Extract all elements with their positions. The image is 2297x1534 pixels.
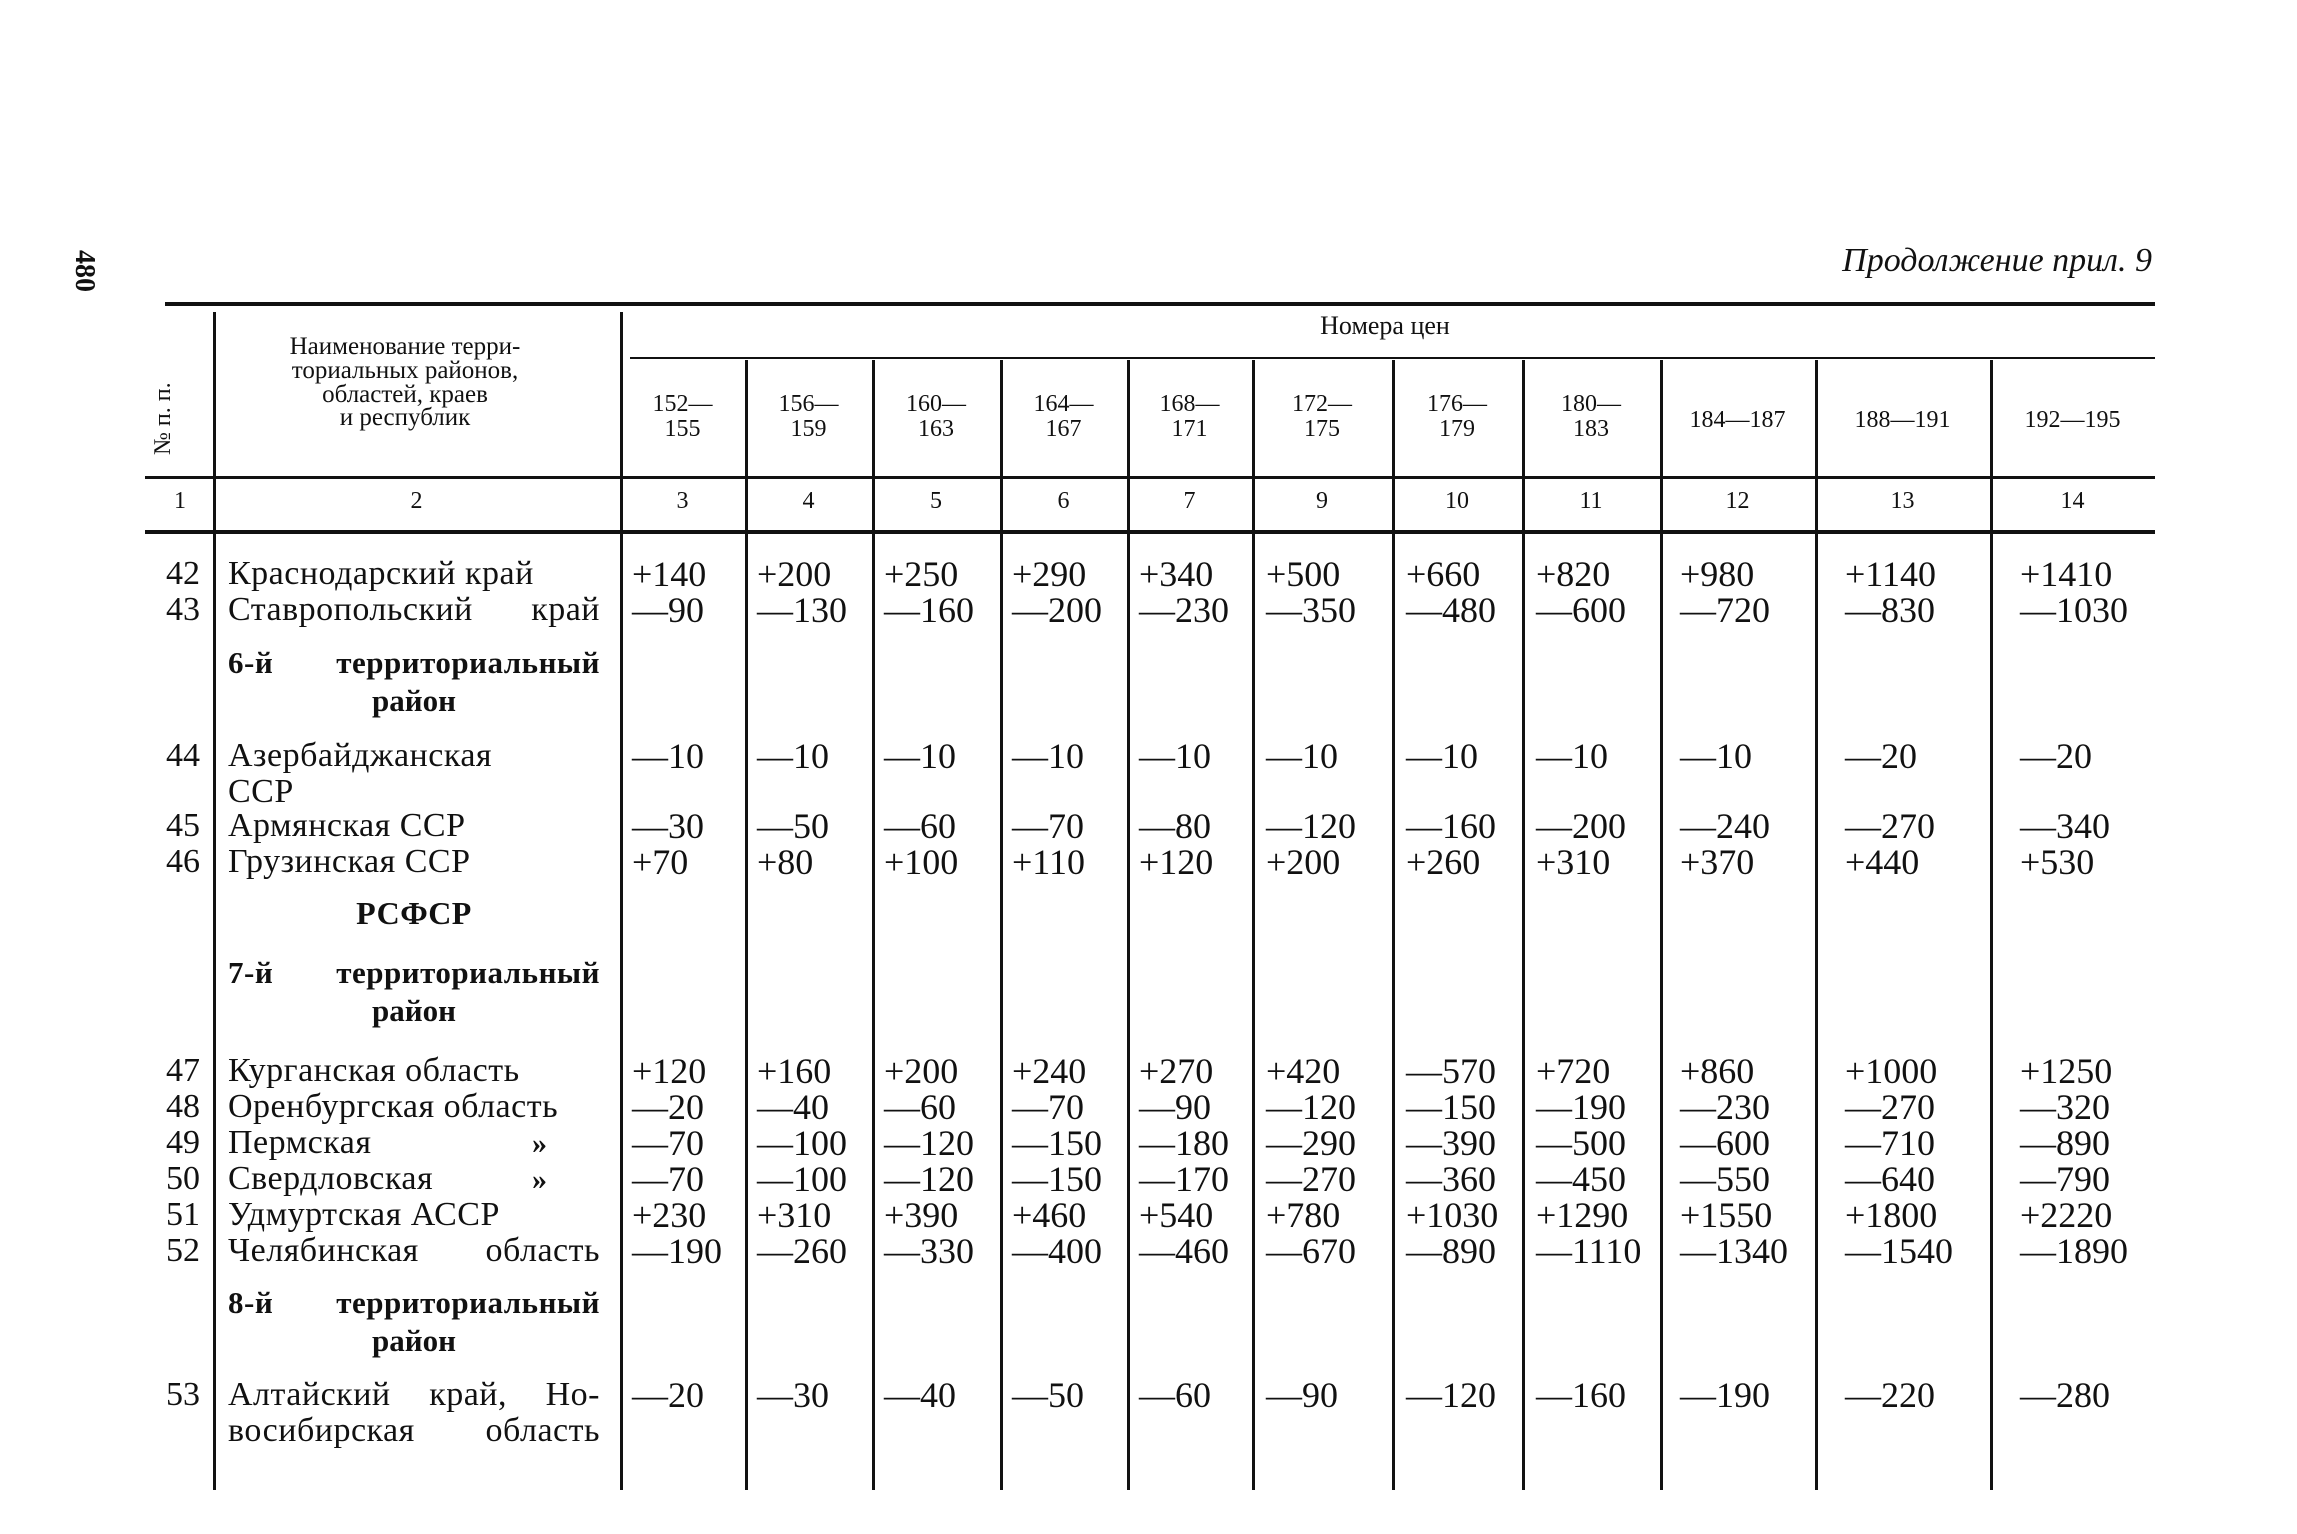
section-title: 7-й территориальный <box>228 955 600 990</box>
row-number: 48 <box>166 1088 200 1125</box>
price-value: —150 <box>1012 1159 1102 1199</box>
price-value: +240 <box>1012 1051 1087 1091</box>
price-value: —90 <box>1266 1375 1338 1415</box>
price-value: —280 <box>2020 1375 2110 1415</box>
price-value: +460 <box>1012 1195 1087 1235</box>
row-number: 46 <box>166 843 200 880</box>
column-number: 4 <box>802 488 815 514</box>
price-value: —40 <box>884 1375 956 1415</box>
price-range-header <box>1990 408 2155 433</box>
section-subtitle: район <box>372 1323 456 1358</box>
region-name: Армянская ССР <box>228 807 466 844</box>
price-range-line: 164— <box>1033 391 1094 417</box>
column-divider <box>1990 360 1993 1490</box>
price-range-line: 156— <box>778 391 839 417</box>
price-value: —10 <box>1680 736 1752 776</box>
price-value: —450 <box>1536 1159 1626 1199</box>
price-value: +540 <box>1139 1195 1214 1235</box>
price-value: +200 <box>884 1051 959 1091</box>
price-value: —270 <box>1845 806 1935 846</box>
price-value: —60 <box>884 1087 956 1127</box>
region-name: Оренбургская область <box>228 1088 559 1125</box>
price-value: +80 <box>757 842 814 882</box>
price-value: —30 <box>757 1375 829 1415</box>
price-range-header <box>872 392 1000 442</box>
price-range-line: 175 <box>1304 416 1340 443</box>
header-number-label: № п. п. <box>150 382 176 455</box>
price-range-header <box>1127 392 1252 442</box>
price-value: —390 <box>1406 1123 1496 1163</box>
price-value: —20 <box>632 1087 704 1127</box>
price-value: +440 <box>1845 842 1920 882</box>
column-divider <box>872 360 875 1490</box>
price-value: +1800 <box>1845 1195 1938 1235</box>
price-value: —720 <box>1680 590 1770 630</box>
row-number: 50 <box>166 1160 200 1197</box>
price-range-line: 184—187 <box>1689 407 1786 433</box>
price-value: +660 <box>1406 554 1481 594</box>
price-value: +100 <box>884 842 959 882</box>
price-range-header <box>1660 408 1815 433</box>
section-subtitle: район <box>372 993 456 1028</box>
column-number: 9 <box>1316 488 1328 514</box>
price-value: +500 <box>1266 554 1341 594</box>
column-number: 7 <box>1183 488 1196 514</box>
region-name: Алтайский край, Но- <box>228 1376 600 1413</box>
price-value: —360 <box>1406 1159 1496 1199</box>
price-value: —120 <box>1266 1087 1356 1127</box>
header-prices-label: Номера цен <box>1320 311 1450 340</box>
price-value: —670 <box>1266 1231 1356 1271</box>
price-value: —260 <box>757 1231 847 1271</box>
row-number: 47 <box>166 1052 200 1089</box>
price-value: —50 <box>757 806 829 846</box>
price-value: —10 <box>1139 736 1211 776</box>
column-number: 11 <box>1579 488 1603 514</box>
price-range-line: 172— <box>1292 391 1352 417</box>
price-value: —270 <box>1266 1159 1356 1199</box>
price-value: —170 <box>1139 1159 1229 1199</box>
price-value: +200 <box>757 554 832 594</box>
price-value: —230 <box>1680 1087 1770 1127</box>
price-value: —1030 <box>2020 590 2128 630</box>
price-range-line: 152— <box>652 391 713 417</box>
column-number: 3 <box>676 488 689 514</box>
region-name: Краснодарский край <box>228 555 534 592</box>
column-divider <box>1127 360 1130 1490</box>
price-value: —10 <box>1266 736 1338 776</box>
price-value: —20 <box>2020 736 2092 776</box>
price-value: +1030 <box>1406 1195 1499 1235</box>
price-value: +370 <box>1680 842 1755 882</box>
price-range-header <box>1815 408 1990 433</box>
price-value: —120 <box>884 1123 974 1163</box>
column-number: 5 <box>930 488 942 514</box>
price-value: —10 <box>757 736 829 776</box>
price-value: —150 <box>1012 1123 1102 1163</box>
price-value: —130 <box>757 590 847 630</box>
price-value: —350 <box>1266 590 1356 630</box>
region-name-continued: восибирская область <box>228 1412 600 1449</box>
price-value: —10 <box>1536 736 1608 776</box>
price-value: +1140 <box>1845 554 1936 594</box>
ditto-mark: » <box>532 1163 547 1196</box>
column-number: 6 <box>1057 488 1070 514</box>
section-heading: РСФСР <box>356 895 472 931</box>
price-value: —10 <box>632 736 704 776</box>
price-value: —290 <box>1266 1123 1356 1163</box>
table-top-rule <box>165 302 2155 306</box>
price-value: —340 <box>2020 806 2110 846</box>
price-value: —70 <box>1012 806 1084 846</box>
price-value: +780 <box>1266 1195 1341 1235</box>
price-value: —1890 <box>2020 1231 2128 1271</box>
price-value: —120 <box>884 1159 974 1199</box>
header-name-label: Наименование терри- ториальных районов, областей, краев и республик <box>289 333 521 432</box>
region-name: Удмуртская АССР <box>228 1196 500 1233</box>
price-range-header <box>620 392 745 442</box>
price-range-header <box>1252 392 1392 442</box>
price-value: —70 <box>632 1123 704 1163</box>
price-range-header <box>745 392 872 442</box>
column-number: 10 <box>1445 488 1469 514</box>
price-value: —890 <box>2020 1123 2110 1163</box>
column-number: 1 <box>174 488 186 514</box>
row-number: 53 <box>166 1376 200 1413</box>
price-value: —10 <box>1012 736 1084 776</box>
price-range-header <box>1392 392 1522 442</box>
price-value: —190 <box>1536 1087 1626 1127</box>
price-value: +1250 <box>2020 1051 2113 1091</box>
price-value: —270 <box>1845 1087 1935 1127</box>
price-value: —200 <box>1012 590 1102 630</box>
price-value: +160 <box>757 1051 832 1091</box>
price-value: —1340 <box>1680 1231 1788 1271</box>
price-value: —160 <box>884 590 974 630</box>
section-subtitle: район <box>372 683 456 718</box>
price-value: —890 <box>1406 1231 1496 1271</box>
column-divider <box>1660 360 1663 1490</box>
row-number: 51 <box>166 1196 200 1233</box>
column-number: 2 <box>410 488 423 514</box>
price-range-line: 168— <box>1159 391 1220 417</box>
price-value: —830 <box>1845 590 1935 630</box>
price-value: —790 <box>2020 1159 2110 1199</box>
price-value: —190 <box>632 1231 722 1271</box>
price-value: —400 <box>1012 1231 1102 1271</box>
price-value: —1110 <box>1536 1231 1642 1271</box>
price-value: —40 <box>757 1087 829 1127</box>
column-divider <box>1252 360 1255 1490</box>
column-number: 12 <box>1725 488 1750 514</box>
row-number: 49 <box>166 1124 200 1161</box>
price-range-line: 183 <box>1573 416 1609 443</box>
price-value: +1000 <box>1845 1051 1938 1091</box>
column-divider <box>1392 360 1395 1490</box>
price-value: +720 <box>1536 1051 1611 1091</box>
price-value: +70 <box>632 842 689 882</box>
row-number: 44 <box>166 737 200 774</box>
price-value: —100 <box>757 1123 847 1163</box>
price-value: +120 <box>632 1051 707 1091</box>
price-value: —570 <box>1406 1051 1496 1091</box>
page-number: 480 <box>69 250 100 292</box>
price-value: —160 <box>1406 806 1496 846</box>
price-value: —320 <box>2020 1087 2110 1127</box>
price-value: —80 <box>1139 806 1211 846</box>
colnum-bottom-rule <box>145 530 2155 534</box>
price-value: +270 <box>1139 1051 1214 1091</box>
region-name: Ставропольский край <box>228 591 600 628</box>
price-range-header <box>1000 392 1127 442</box>
price-range-line: 160— <box>906 391 966 417</box>
row-number: 52 <box>166 1232 200 1269</box>
price-value: +1550 <box>1680 1195 1773 1235</box>
column-divider <box>1000 360 1003 1490</box>
prices-header-rule <box>630 357 2155 359</box>
price-value: —20 <box>1845 736 1917 776</box>
column-divider <box>745 360 748 1490</box>
column-divider <box>1815 360 1818 1490</box>
price-value: —330 <box>884 1231 974 1271</box>
price-value: +310 <box>1536 842 1611 882</box>
price-value: —60 <box>884 806 956 846</box>
price-value: —90 <box>632 590 704 630</box>
region-name: Курганская область <box>228 1052 520 1089</box>
price-value: —120 <box>1406 1375 1496 1415</box>
continuation-title: Продолжение прил. 9 <box>1842 242 2152 279</box>
price-range-line: 192—195 <box>2024 407 2121 433</box>
column-divider <box>1522 360 1525 1490</box>
price-value: +390 <box>884 1195 959 1235</box>
region-name: Грузинская ССР <box>228 843 471 880</box>
price-value: +820 <box>1536 554 1611 594</box>
header-bottom-rule <box>145 476 2155 479</box>
price-value: —220 <box>1845 1375 1935 1415</box>
section-title: 6-й территориальный <box>228 645 600 680</box>
price-value: —120 <box>1266 806 1356 846</box>
price-value: —190 <box>1680 1375 1770 1415</box>
price-value: —640 <box>1845 1159 1935 1199</box>
price-value: —500 <box>1536 1123 1626 1163</box>
price-value: +1290 <box>1536 1195 1629 1235</box>
price-value: —460 <box>1139 1231 1229 1271</box>
price-value: +110 <box>1012 842 1085 882</box>
price-value: —600 <box>1680 1123 1770 1163</box>
price-value: —60 <box>1139 1375 1211 1415</box>
price-value: +290 <box>1012 554 1087 594</box>
price-value: —70 <box>1012 1087 1084 1127</box>
price-range-line: 167 <box>1045 416 1082 443</box>
price-range-line: 179 <box>1439 416 1475 443</box>
price-value: —10 <box>1406 736 1478 776</box>
price-value: —160 <box>1536 1375 1626 1415</box>
row-number: 42 <box>166 555 200 592</box>
price-value: —200 <box>1536 806 1626 846</box>
price-value: —30 <box>632 806 704 846</box>
price-value: —10 <box>884 736 956 776</box>
price-value: —600 <box>1536 590 1626 630</box>
price-value: +250 <box>884 554 959 594</box>
price-value: +1410 <box>2020 554 2113 594</box>
region-name: Челябинская область <box>228 1232 600 1269</box>
price-value: +120 <box>1139 842 1214 882</box>
price-value: —1540 <box>1845 1231 1953 1271</box>
ditto-mark: » <box>532 1127 547 1160</box>
region-name: Свердловская <box>228 1160 434 1197</box>
price-value: +340 <box>1139 554 1214 594</box>
price-range-line: 159 <box>790 416 827 443</box>
price-value: —20 <box>632 1375 704 1415</box>
price-value: +420 <box>1266 1051 1341 1091</box>
price-range-line: 188—191 <box>1854 407 1951 433</box>
price-value: +200 <box>1266 842 1341 882</box>
column-number: 13 <box>1890 488 1915 514</box>
price-value: +310 <box>757 1195 832 1235</box>
region-name: Азербайджанская <box>228 737 493 774</box>
row-number: 43 <box>166 591 200 628</box>
price-value: +2220 <box>2020 1195 2113 1235</box>
price-range-line: 163 <box>918 416 954 443</box>
price-value: —150 <box>1406 1087 1496 1127</box>
column-number: 14 <box>2060 488 2085 514</box>
price-value: —180 <box>1139 1123 1229 1163</box>
row-number: 45 <box>166 807 200 844</box>
price-value: +980 <box>1680 554 1755 594</box>
price-value: —230 <box>1139 590 1229 630</box>
price-range-line: 155 <box>664 416 701 443</box>
price-value: +530 <box>2020 842 2095 882</box>
price-value: —480 <box>1406 590 1496 630</box>
region-name: Пермская <box>228 1124 372 1161</box>
region-name-continued: ССР <box>228 773 294 810</box>
price-value: —50 <box>1012 1375 1084 1415</box>
price-value: +860 <box>1680 1051 1755 1091</box>
price-value: +140 <box>632 554 707 594</box>
price-range-line: 180— <box>1561 391 1621 417</box>
price-range-line: 176— <box>1427 391 1487 417</box>
price-value: —240 <box>1680 806 1770 846</box>
price-value: —100 <box>757 1159 847 1199</box>
section-title: 8-й территориальный <box>228 1285 600 1320</box>
price-value: —90 <box>1139 1087 1211 1127</box>
price-value: +230 <box>632 1195 707 1235</box>
price-value: —710 <box>1845 1123 1935 1163</box>
price-value: —550 <box>1680 1159 1770 1199</box>
price-value: +260 <box>1406 842 1481 882</box>
price-value: —70 <box>632 1159 704 1199</box>
price-range-line: 171 <box>1171 416 1208 443</box>
price-range-header <box>1522 392 1660 442</box>
